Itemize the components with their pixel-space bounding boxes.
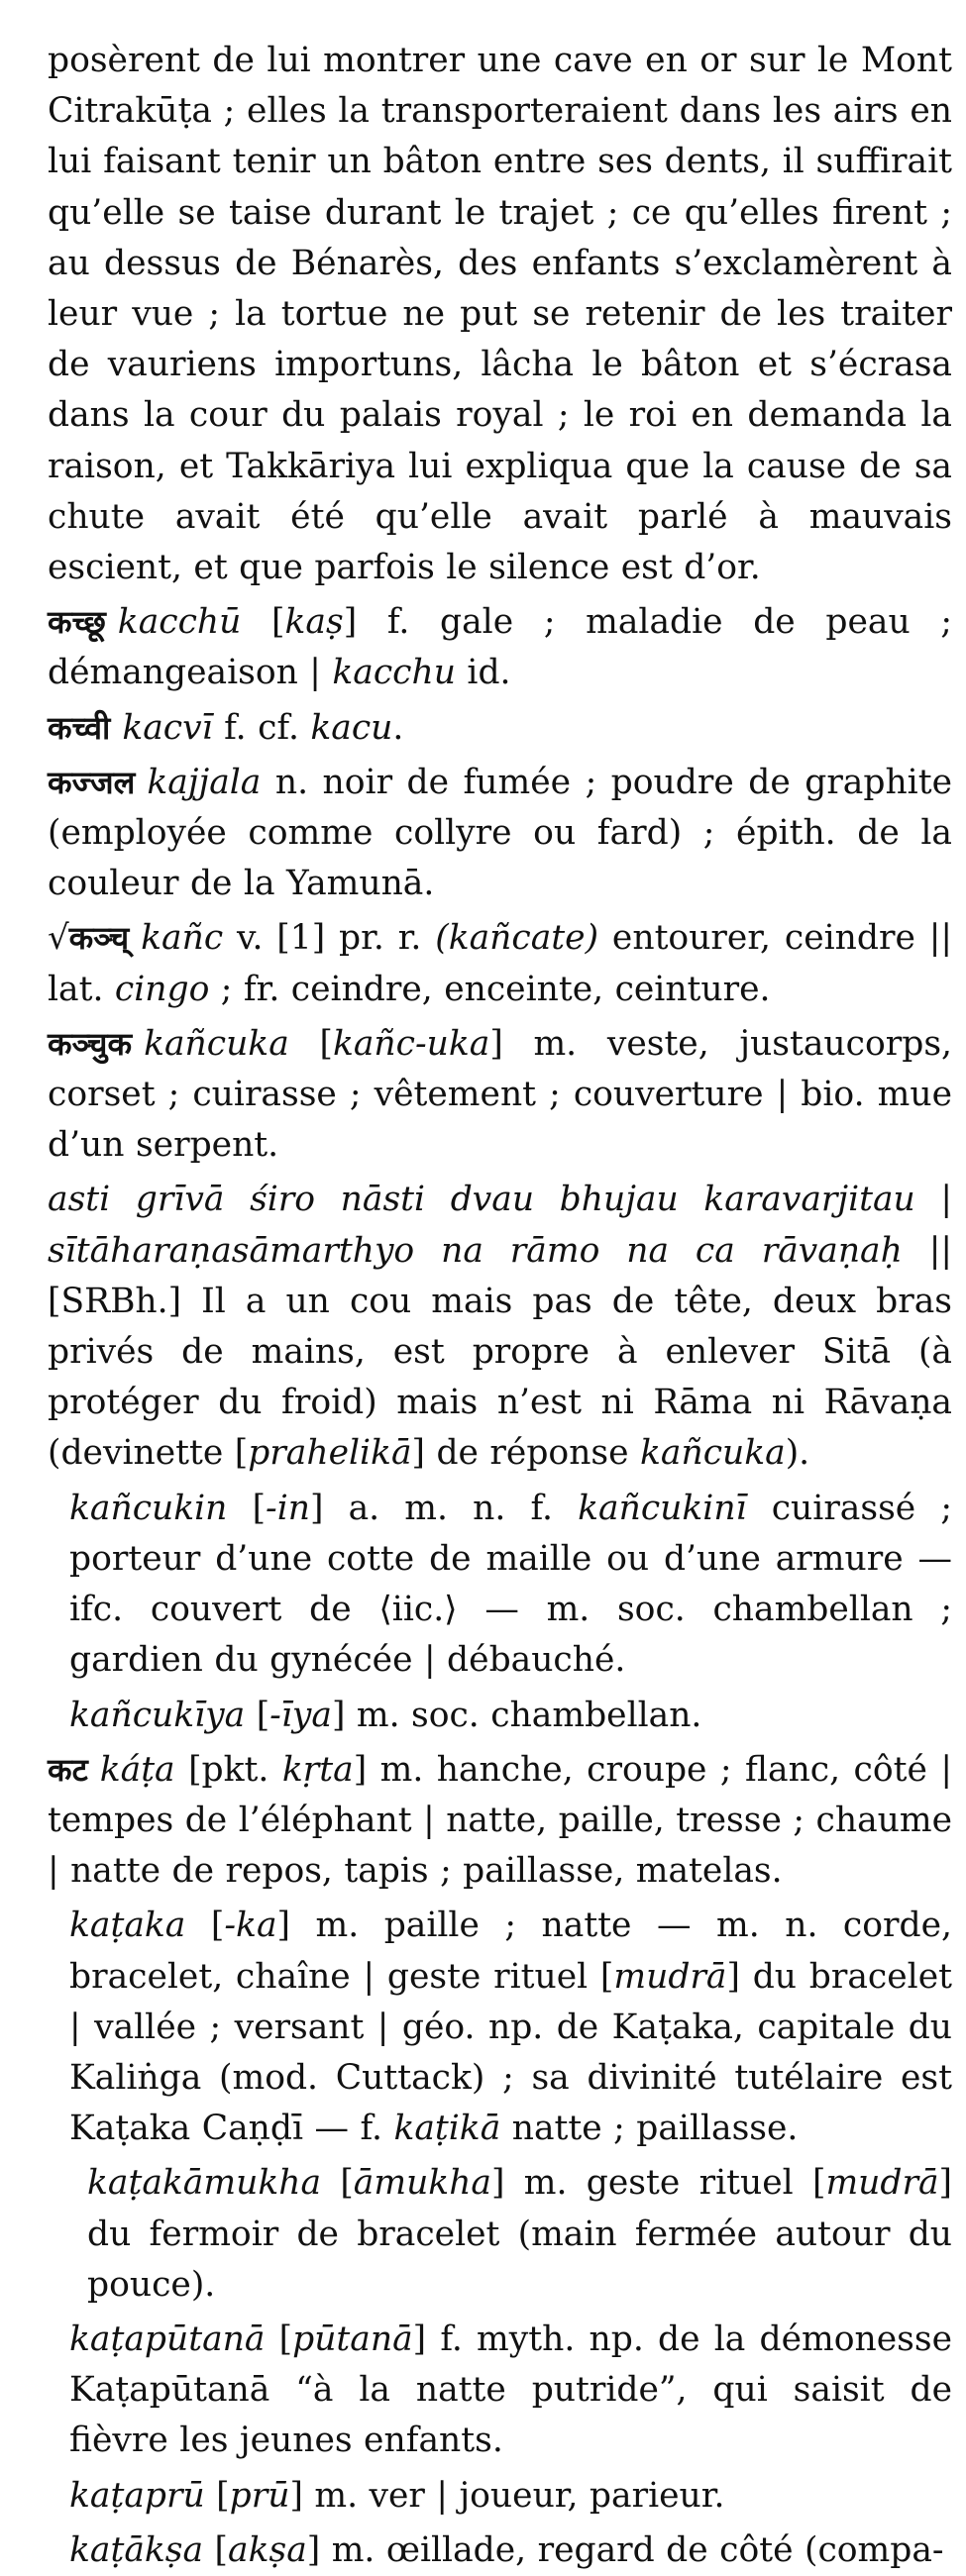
variant: kacchu	[332, 653, 456, 693]
root-sign: √	[48, 918, 69, 959]
entry-kanc: √कञ्च् kañc v. [1] pr. r. (kañcate) entourer, ceindre || lat. cingo ; fr. ceindre, enceinte, ceinture.	[48, 918, 952, 1009]
etymology: kṛta	[281, 1749, 354, 1790]
term: mudrā	[825, 2163, 939, 2204]
etymology: -in	[266, 1488, 310, 1528]
devanagari-headword: कट	[48, 1750, 88, 1789]
devanagari-headword: कच्छू	[48, 603, 106, 642]
devanagari-headword: कच्वी	[48, 708, 111, 747]
etymology: pūtanā	[292, 2318, 413, 2359]
headword: kañcukin	[69, 1488, 228, 1528]
entry-kacchu: कच्छू kacchū [kaṣ] f. gale ; maladie de peau ; démangeaison | kacchu id.	[48, 602, 953, 693]
etymology: -ka	[224, 1906, 277, 1946]
etymology: akṣa	[228, 2529, 307, 2570]
entry-kancukin: kañcukin [-in] a. m. n. f. kañcukinī cuirassé ; porteur d’une cotte de maille ou d’une armure — ifc. couvert de ⟨iic.⟩ — m. soc. chambellan ; gardien du gynécée | débauché.	[69, 1488, 952, 1681]
continuation-paragraph	[48, 36, 952, 593]
etymology: āmukha	[353, 2163, 491, 2204]
devanagari-headword: कञ्च्	[68, 919, 130, 958]
entry-kajjala: कज्जल kajjala n. noir de fumée ; poudre de graphite (employée comme collyre ou fard) ; épith. de la couleur de la Yamunā.	[48, 762, 952, 904]
term: prahelikā	[248, 1433, 412, 1474]
entry-kata: कट káṭa [pkt. kṛta] m. hanche, croupe ; flanc, côté | tempes de l’éléphant | natte, paille, tresse ; chaume | natte de repos, tapis ; paillasse, matelas.	[48, 1749, 952, 1892]
entry-kataputana: kaṭapūtanā [pūtanā] f. myth. np. de la démonesse Kaṭapūtanā “à la natte putride”, qui saisit de fièvre les jeunes enfants.	[69, 2318, 952, 2461]
headword: kajjala	[147, 762, 262, 802]
etymology: kañc-uka	[332, 1023, 490, 1064]
etymology: -īya	[269, 1695, 332, 1735]
entry-kacvi: कच्वी kacvī f. cf. kacu.	[48, 707, 404, 748]
headword: kañc	[141, 918, 224, 959]
headword: káṭa	[99, 1749, 175, 1790]
continuation-text: posèrent de lui montrer une cave en or sur le Mont Citrakūṭa ; elles la transporteraient dans les airs en lui faisant tenir un bâton entre ses dents, il suffirait qu’elle se taise durant le trajet ; ce qu’elles firent ; au dessus de Bénarès, des enfants s’exclamèrent à leur vue ; la tortue ne put se retenir de les traiter de vauriens importuns, lâcha le bâton et s’écrasa dans la cour du palais royal ; le roi en demanda la raison, et Takkāriya lui expliqua que la cause de sa chute avait été qu’elle avait parlé à mauvais escient, et que parfois le silence est d’or.	[48, 41, 952, 588]
latin-cognate: cingo	[114, 969, 210, 1009]
entry-kancukiya: kañcukīya [-īya] m. soc. chambellan.	[69, 1695, 702, 1735]
devanagari-headword: कज्जल	[48, 763, 136, 801]
headword: kaṭaprū	[69, 2475, 205, 2516]
headword: kaṭakāmukha	[87, 2163, 322, 2204]
etymology: prū	[229, 2475, 290, 2516]
headword: kañcukīya	[69, 1695, 246, 1735]
headword: kañcuka	[144, 1023, 289, 1064]
sanskrit-verse: asti grīvā śiro nāsti dvau bhujau karavarjitau | sītāharaṇasāmarthyo na rāmo na ca rāvaṇaḥ ||	[48, 1180, 952, 1271]
feminine-form: kaṭikā	[393, 2109, 501, 2149]
cross-reference: kacu	[310, 707, 393, 748]
entry-kataksa: kaṭākṣa [akṣa] m. œillade, regard de côté (compa-	[69, 2529, 944, 2570]
headword: kacchū	[117, 602, 242, 643]
entry-kataka: kaṭaka [-ka] m. paille ; natte — m. n. corde, bracelet, chaîne | geste rituel [mudrā] du bracelet | vallée ; versant | géo. np. de Kaṭaka, capitale du Kaliṅga (mod. Cuttack) ; sa divinité tutélaire est Kaṭaka Caṇḍī — f. kaṭikā natte ; paillasse.	[69, 1906, 952, 2149]
riddle-quotation: asti grīvā śiro nāsti dvau bhujau karavarjitau | sītāharaṇasāmarthyo na rāmo na ca rāvaṇaḥ || [SRBh.] Il a un cou mais pas de tête, deux bras privés de mains, est propre à enlever Sitā (à protéger du froid) mais n’est ni Rāma ni Rāvaṇa (devinette [prahelikā] de réponse kañcuka).	[48, 1180, 952, 1474]
entry-kancuka: कञ्चुक kañcuka [kañc-uka] m. veste, justaucorps, corset ; cuirasse ; vêtement ; couverture | bio. mue d’un serpent.	[48, 1023, 952, 1166]
answer: kañcuka	[640, 1433, 786, 1474]
entry-katakamukha: kaṭakāmukha [āmukha] m. geste rituel [mudrā] du fermoir de bracelet (main fermée autour du pouce).	[87, 2163, 952, 2305]
term: mudrā	[613, 1956, 727, 1997]
headword: kaṭākṣa	[69, 2529, 204, 2570]
headword: kacvī	[122, 707, 213, 748]
etymology: kaṣ	[284, 602, 344, 643]
present-form: (kañcate)	[435, 918, 599, 959]
headword: kaṭapūtanā	[69, 2318, 266, 2359]
feminine-form: kañcukinī	[578, 1488, 747, 1528]
devanagari-headword: कञ्चुक	[48, 1024, 133, 1063]
headword: kaṭaka	[69, 1906, 186, 1946]
entry-katapru: kaṭaprū [prū] m. ver | joueur, parieur.	[69, 2475, 725, 2516]
